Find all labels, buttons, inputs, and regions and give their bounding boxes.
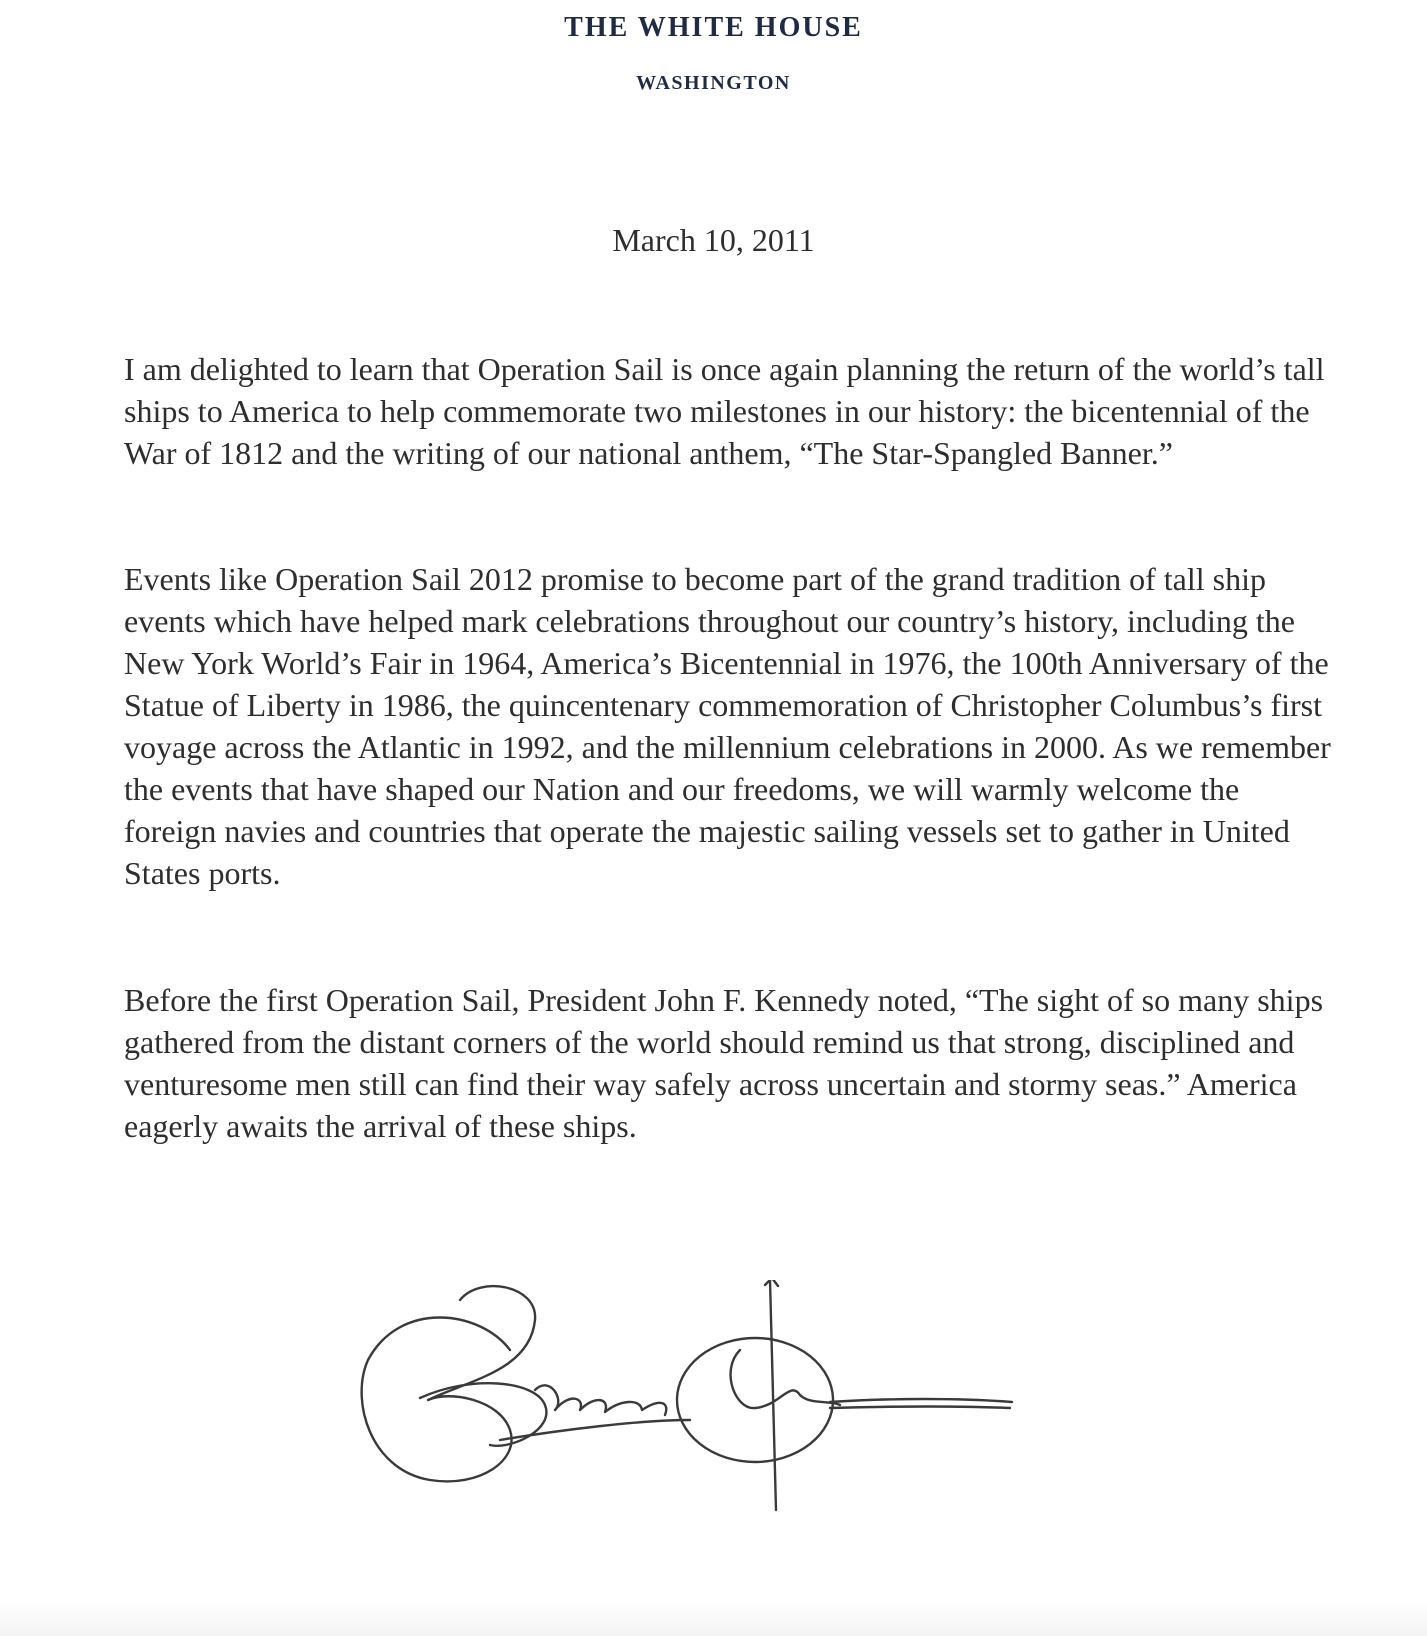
signature-stroke [731, 1350, 800, 1408]
signature-stroke [535, 1385, 666, 1415]
paragraph-2: Events like Operation Sail 2012 promise to become part of the grand tradition of tall ship events which have helped mark celebrations throughout our country’s history, including the New York World’s Fair in 1964, America’s Bicentennial in 1976, the 100th Anniversary of the Statue of Liberty in 1986, the quincentenary commemoration of Christopher Columbus’s first voyage across the Atlantic in 1992, and the millennium celebrations in 2000. As we remember the events that have shaped our Nation and our freedoms, we will warmly welcome the foreign navies and countries that operate the majestic sailing vessels set to gather in United States ports. [124, 561, 1331, 891]
signature-stroke [830, 1399, 1012, 1402]
letter-date: March 10, 2011 [612, 222, 815, 258]
signature-image [360, 1280, 1060, 1540]
paragraph-1: I am delighted to learn that Operation Sail is once again planning the return of the world’s tall ships to America to help commemorate two milestones in our history: the bicentennial of the War of 1812 and the writing of our national anthem, “The Star-Spangled Banner.” [124, 351, 1325, 471]
signature-stroke [770, 1280, 776, 1510]
signature-stroke [765, 1280, 778, 1286]
letterhead-city: WASHINGTON [636, 72, 791, 94]
letterhead-title: THE WHITE HOUSE [564, 12, 863, 43]
paragraph-3: Before the first Operation Sail, President John F. Kennedy noted, “The sight of so many ships gathered from the distant corners of the world should remind us that strong, disciplined and venturesome men still can find their way safely across uncertain and stormy seas.” America eagerly awaits the arrival of these ships. [124, 982, 1324, 1144]
page-bottom-shade [0, 1600, 1427, 1636]
signature-stroke [830, 1407, 1010, 1409]
